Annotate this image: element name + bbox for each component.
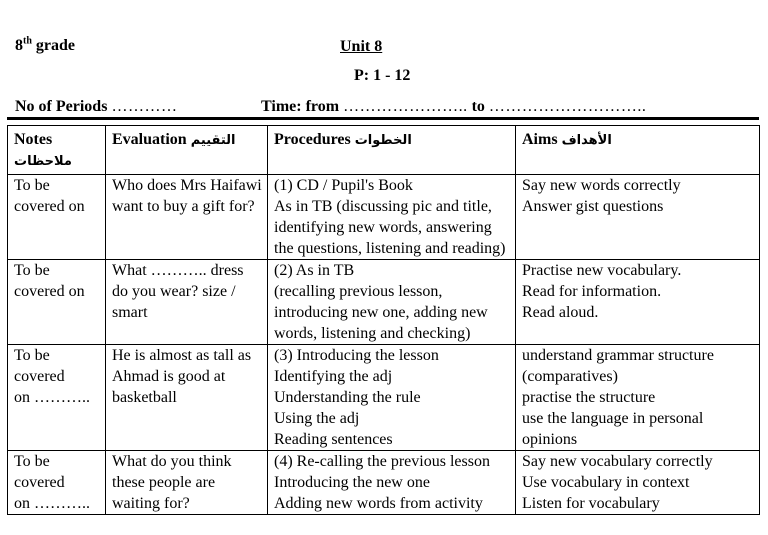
notes-line: covered	[14, 368, 65, 385]
pages-range: P: 1 - 12	[354, 67, 411, 84]
table-row	[8, 345, 760, 451]
procedures-cell	[268, 451, 516, 515]
procedure-line: Introducing the new one	[274, 474, 430, 491]
evaluation-line: Ahmad is good at basketball	[112, 368, 226, 406]
procedures-cell	[268, 345, 516, 451]
evaluation-cell: Who does Mrs Haifawi want to buy a gift for?	[106, 175, 268, 260]
aim-line: Read for information.	[522, 283, 662, 300]
procedure-line: Understanding the rule	[274, 389, 421, 406]
time-to-label: to	[471, 98, 485, 115]
notes-line: on ………..	[14, 389, 90, 406]
procedure-line: Reading sentences	[274, 431, 393, 448]
procedures-cell	[268, 260, 516, 345]
aim-line: Answer gist questions	[522, 198, 664, 215]
aim-line: Say new vocabulary correctly	[522, 453, 713, 470]
grade-number: 8	[15, 37, 23, 54]
evaluation-cell: What do you think these people are waiting for?	[106, 451, 268, 515]
grade-suffix: th	[23, 35, 32, 47]
evaluation-cell	[106, 345, 268, 451]
procedure-line: (3) Introducing the lesson	[274, 347, 439, 364]
periods-line	[15, 98, 177, 116]
lesson-plan-table	[7, 125, 760, 515]
notes-cell	[8, 451, 106, 515]
evaluation-header-en: Evaluation	[112, 131, 187, 148]
time-from-dots: …………………..	[343, 98, 468, 115]
time-label: Time: from	[261, 98, 340, 115]
notes-line: on ………..	[14, 495, 90, 512]
aims-cell	[516, 260, 760, 345]
aims-cell	[516, 175, 760, 260]
grade-heading	[15, 37, 75, 55]
aim-line: Use vocabulary in context	[522, 474, 690, 491]
notes-header	[8, 126, 106, 175]
aim-line: Read aloud.	[522, 304, 599, 321]
procedures-cell	[268, 175, 516, 260]
notes-cell: To be covered on	[8, 175, 106, 260]
notes-cell	[8, 345, 106, 451]
procedure-line: (1) CD / Pupil's Book	[274, 177, 413, 194]
header-rule	[7, 117, 759, 120]
procedure-line: Adding new words from activity	[274, 495, 483, 512]
procedure-line: (4) Re-calling the previous lesson	[274, 453, 490, 470]
time-line	[261, 98, 646, 116]
notes-line: To be	[14, 453, 50, 470]
aims-header	[516, 126, 760, 175]
aim-line: Practise new vocabulary.	[522, 262, 682, 279]
table-header-row	[8, 126, 760, 175]
procedures-header-ar: الخطوات	[354, 133, 412, 148]
aims-header-en: Aims	[522, 131, 558, 148]
evaluation-cell: What ……….. dress do you wear? size / smart	[106, 260, 268, 345]
aims-header-ar: الأهداف	[561, 133, 612, 148]
periods-dots: …………	[111, 98, 178, 115]
notes-header-en: Notes	[14, 131, 53, 148]
time-to-dots: ………………………..	[488, 98, 647, 115]
aim-line: use the language in personal opinions	[522, 410, 704, 448]
aim-line: practise the structure	[522, 389, 656, 406]
procedure-line: Identifying the adj	[274, 368, 393, 385]
aim-line: Listen for vocabulary	[522, 495, 660, 512]
aim-line: understand grammar structure (comparatives)	[522, 347, 714, 385]
evaluation-header	[106, 126, 268, 175]
procedure-line: (recalling previous lesson, introducing new one, adding new words, listening and checking)	[274, 283, 488, 342]
aim-line: Say new words correctly	[522, 177, 681, 194]
procedures-header	[268, 126, 516, 175]
procedure-line: As in TB (discussing pic and title, identifying new words, answering the questions, listening and reading)	[274, 198, 506, 257]
notes-line: covered	[14, 474, 65, 491]
table-row	[8, 451, 760, 515]
aims-cell	[516, 345, 760, 451]
notes-line: To be	[14, 347, 50, 364]
procedure-line: Using the adj	[274, 410, 360, 427]
notes-cell: To be covered on	[8, 260, 106, 345]
evaluation-header-ar: التقييم	[190, 133, 236, 148]
procedures-header-en: Procedures	[274, 131, 351, 148]
periods-label: No of Periods	[15, 98, 108, 115]
table-row	[8, 175, 760, 260]
table-row	[8, 260, 760, 345]
grade-word: grade	[35, 37, 76, 54]
notes-header-ar: ملاحظات	[14, 154, 72, 169]
evaluation-line: He is almost as tall as	[112, 347, 252, 364]
unit-title: Unit 8	[340, 38, 383, 55]
aims-cell	[516, 451, 760, 515]
procedure-line: (2) As in TB	[274, 262, 355, 279]
